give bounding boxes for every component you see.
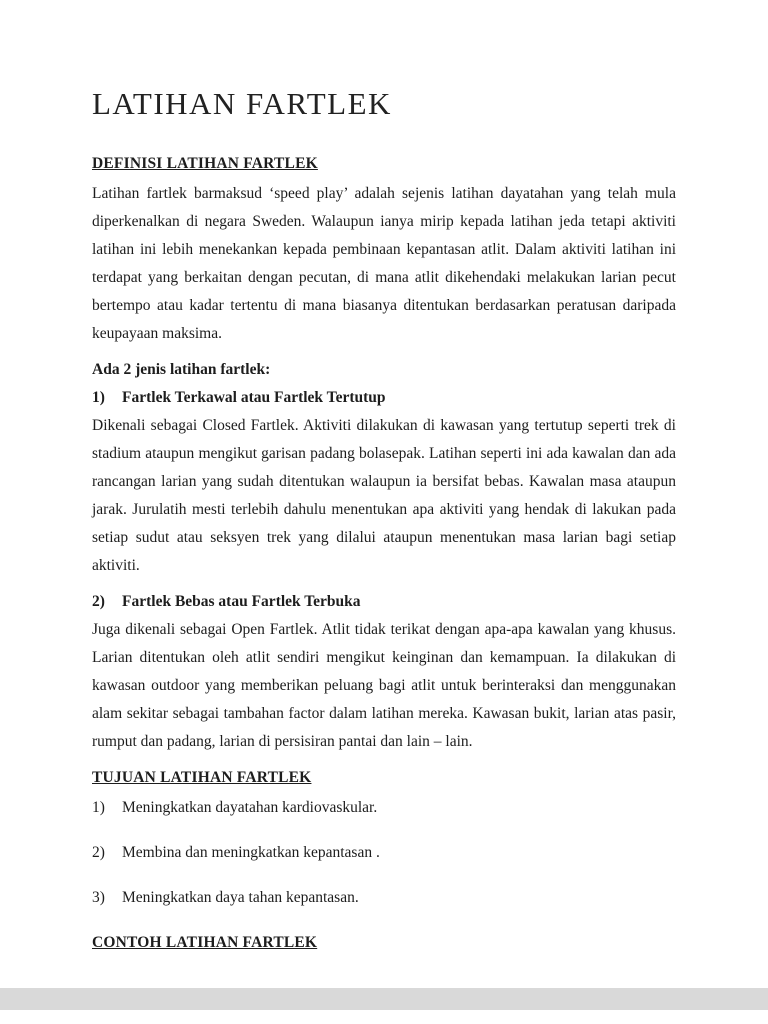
jenis-item-1-heading [92, 384, 676, 412]
list-number: 1) [92, 799, 105, 816]
section-heading-definisi: DEFINISI LATIHAN FARTLEK [92, 155, 318, 172]
list-text: Meningkatkan daya tahan kepantasan. [122, 889, 359, 906]
tujuan-item-3 [92, 884, 676, 912]
list-title: Fartlek Terkawal atau Fartlek Tertutup [122, 389, 386, 406]
jenis-intro: Ada 2 jenis latihan fartlek: [92, 361, 271, 378]
paragraph-jenis-1: Dikenali sebagai Closed Fartlek. Aktiviti dilakukan di kawasan yang tertutup seperti trek di stadium ataupun mengikut garisan padang bolasepak. Latihan seperti ini ada kawalan dan ada rancangan larian yang sudah ditentukan walaupun ia bersifat bebas. Kawalan masa ataupun jarak. Jurulatih mesti terlebih dahulu menentukan apa aktiviti yang hendak di lakukan pada setiap sudut atau seksyen trek yang dilalui ataupun menentukan masa larian bagi setiap aktiviti. [92, 417, 676, 574]
page-separator [0, 988, 768, 1010]
next-document-page [0, 1010, 768, 1024]
jenis-item-2-heading [92, 588, 676, 616]
section-heading-contoh: CONTOH LATIHAN FARTLEK [92, 934, 318, 951]
list-title: Fartlek Bebas atau Fartlek Terbuka [122, 593, 361, 610]
document-title: LATIHAN FARTLEK [92, 86, 392, 121]
list-number: 2) [92, 844, 105, 861]
list-number: 2) [92, 593, 105, 610]
list-number: 3) [92, 889, 105, 906]
paragraph-jenis-2: Juga dikenali sebagai Open Fartlek. Atlit tidak terikat dengan apa-apa kawalan yang khusus. Larian ditentukan oleh atlit sendiri mengikut keinginan dan kemampuan. Ia dilakukan di kawasan outdoor yang memberikan peluang bagi atlit untuk berinteraksi dan menggunakan alam sekitar sebagai tambahan factor dalam latihan mereka. Kawasan bukit, larian atas pasir, rumput dan padang, larian di persisiran pantai dan lain – lain. [92, 621, 676, 750]
section-heading-tujuan: TUJUAN LATIHAN FARTLEK [92, 769, 312, 786]
list-text: Meningkatkan dayatahan kardiovaskular. [122, 799, 378, 816]
list-text: Membina dan meningkatkan kepantasan . [122, 844, 380, 861]
paragraph-definisi: Latihan fartlek barmaksud ‘speed play’ adalah sejenis latihan dayatahan yang telah mula diperkenalkan di negara Sweden. Walaupun ianya mirip kepada latihan jeda tetapi aktiviti latihan ini lebih menekankan kepada pembinaan kepantasan atlit. Dalam aktiviti latihan ini terdapat yang berkaitan dengan pecutan, di mana atlit dikehendaki melakukan larian pecut bertempo atau kadar tertentu di mana biasanya ditentukan berdasarkan peratusan daripada keupayaan maksima. [92, 185, 676, 342]
list-number: 1) [92, 389, 105, 406]
tujuan-item-1 [92, 794, 676, 822]
tujuan-item-2 [92, 839, 676, 867]
